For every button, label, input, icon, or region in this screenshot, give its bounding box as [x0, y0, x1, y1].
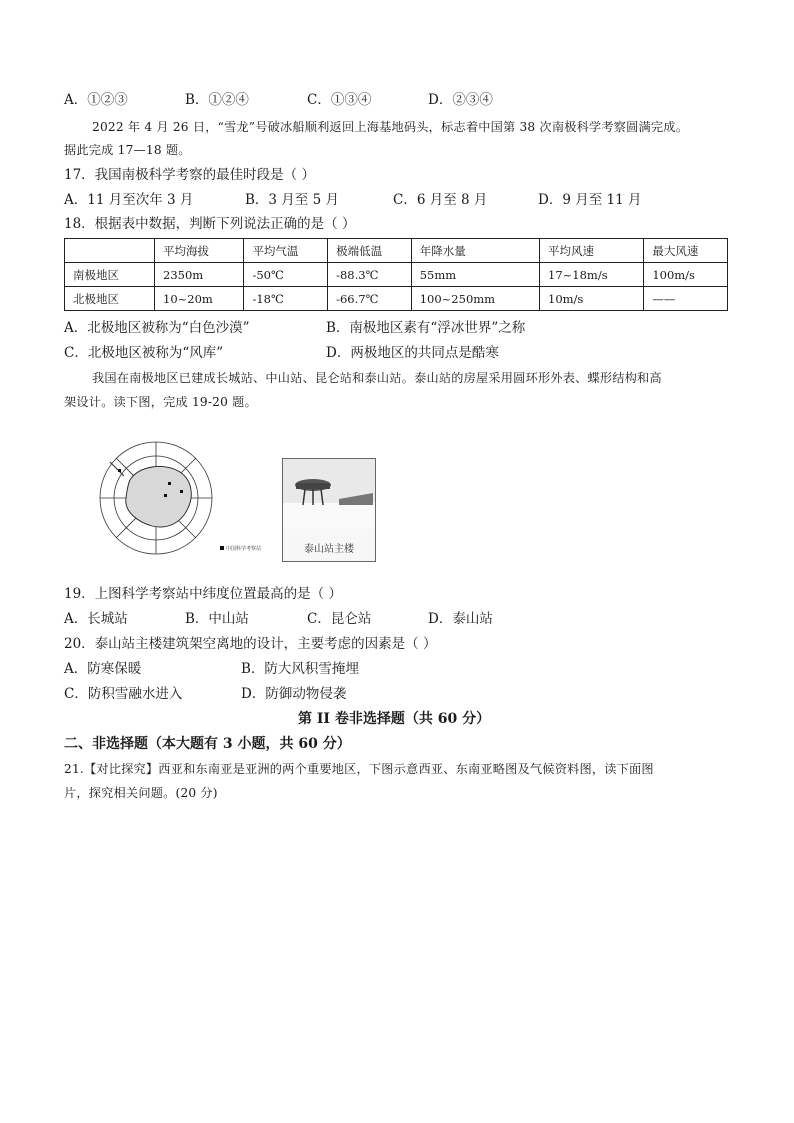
photo-caption: 泰山站主楼: [304, 544, 354, 555]
q17-stem: 17．我国南极科学考察的最佳时段是（ ）: [64, 167, 315, 183]
table-cell: 北极地区: [65, 287, 155, 311]
table-cell: 10m/s: [540, 287, 644, 311]
table-cell: ——: [644, 287, 728, 311]
q17-option-a: A．11 月至次年 3 月: [64, 192, 194, 208]
q20-option-a: A．防寒保暖: [64, 661, 142, 677]
q19-stem: 19．上图科学考察站中纬度位置最高的是（ ）: [64, 586, 342, 602]
table-cell: 17~18m/s: [540, 263, 644, 287]
q19-option-b: B．中山站: [185, 611, 249, 627]
station-building-image: [283, 459, 375, 529]
q21-line-2: 片，探究相关问题。(20 分): [64, 786, 218, 800]
q20-option-c: C．防积雪融水进入: [64, 686, 183, 702]
map-legend-label: 中国科学考察站: [226, 546, 262, 552]
table-cell: 2350m: [155, 263, 244, 287]
table-cell: -50℃: [244, 263, 328, 287]
q18-option-d: D．两极地区的共同点是酷寒: [326, 345, 499, 361]
q16-option-a: A．①②③: [64, 92, 128, 108]
intro-19-20-line-1: 我国在南极地区已建成长城站、中山站、昆仑站和泰山站。泰山站的房屋采用圆环形外表、蝶形结构和高: [92, 371, 662, 385]
table-cell: 南极地区: [65, 263, 155, 287]
table-header-cell: 平均海拔: [155, 239, 244, 263]
q17-option-b: B．3 月至 5 月: [245, 192, 339, 208]
part2-title: 第 II 卷非选择题（共 60 分）: [298, 711, 491, 727]
table-cell: -66.7℃: [328, 287, 412, 311]
q21-line-1: 21.【对比探究】西亚和东南亚是亚洲的两个重要地区，下图示意西亚、东南亚略图及气候资料图，读下面图: [64, 762, 654, 776]
table-cell: -18℃: [244, 287, 328, 311]
table-header-cell: 平均风速: [540, 239, 644, 263]
q16-option-b: B．①②④: [185, 92, 249, 108]
taishan-station-photo: [282, 458, 376, 562]
intro-17-18-line-2: 据此完成 17—18 题。: [64, 143, 191, 157]
table-header-cell: [65, 239, 155, 263]
table-cell: 55mm: [411, 263, 539, 287]
intro-17-18-line-1: 2022 年 4 月 26 日，“雪龙”号破冰船顺利返回上海基地码头，标志着中国第 38 次南极科学考察圆满完成。: [92, 120, 689, 134]
q16-option-d: D．②③④: [428, 92, 493, 108]
q18-option-a: A．北极地区被称为“白色沙漠”: [64, 320, 250, 336]
q19-option-c: C．昆仑站: [307, 611, 372, 627]
q16-option-c: C．①③④: [307, 92, 372, 108]
table-header-cell: 极端低温: [328, 239, 412, 263]
table-header-cell: 平均气温: [244, 239, 328, 263]
polar-data-table: [64, 238, 728, 311]
antarctica-station-map: [94, 436, 264, 560]
table-cell: 100~250mm: [411, 287, 539, 311]
q17-option-d: D．9 月至 11 月: [538, 192, 642, 208]
q20-option-d: D．防御动物侵袭: [241, 686, 347, 702]
q18-option-b: B．南极地区素有“浮冰世界”之称: [326, 320, 526, 336]
table-cell: -88.3℃: [328, 263, 412, 287]
q19-option-a: A．长城站: [64, 611, 128, 627]
q17-option-c: C．6 月至 8 月: [393, 192, 488, 208]
q20-option-b: B．防大风积雪掩埋: [241, 661, 359, 677]
table-row: [65, 287, 728, 311]
table-cell: 100m/s: [644, 263, 728, 287]
q20-stem: 20．泰山站主楼建筑架空离地的设计，主要考虑的因素是（ ）: [64, 636, 437, 652]
table-cell: 10~20m: [155, 287, 244, 311]
table-row: [65, 263, 728, 287]
q18-option-c: C．北极地区被称为“风库”: [64, 345, 224, 361]
intro-19-20-line-2: 架设计。读下图，完成 19-20 题。: [64, 395, 257, 409]
q18-stem: 18．根据表中数据，判断下列说法正确的是（ ）: [64, 216, 356, 232]
table-header-cell: 年降水量: [411, 239, 539, 263]
q19-option-d: D．泰山站: [428, 611, 493, 627]
section2-heading: 二、非选择题（本大题有 3 小题，共 60 分）: [64, 736, 351, 752]
table-header-cell: 最大风速: [644, 239, 728, 263]
table-header-row: [65, 239, 728, 263]
